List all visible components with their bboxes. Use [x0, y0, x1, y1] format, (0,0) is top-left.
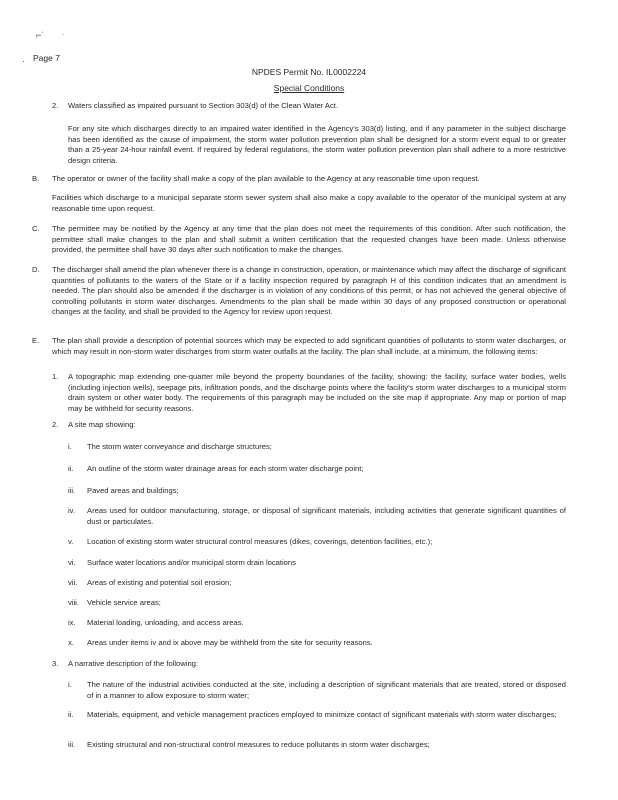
item-heading: Waters classified as impaired pursuant to Section 303(d) of the Clean Water Act.	[68, 101, 338, 110]
list-numeral: viii.	[68, 598, 79, 607]
item-letter: C.	[32, 224, 40, 233]
item-heading: A narrative description of the following:	[68, 659, 199, 668]
section-title: Special Conditions	[273, 83, 345, 93]
item-letter: D.	[32, 265, 40, 274]
paragraph: The permittee may be notified by the Agency at any time that the plan does not meet the requirements of this condition. After such notification, the permittee shall make changes to the plan and shall submit a written certification that the requested changes have been made. Unless otherwise provided, the permittee shall have 30 days after such notification to make the changes.	[52, 224, 566, 254]
item-number: 3.	[52, 659, 59, 668]
list-item: Areas under items iv and ix above may be withheld from the site for security reasons.	[87, 638, 373, 647]
item-number: 2.	[52, 420, 59, 429]
list-item: Areas used for outdoor manufacturing, storage, or disposal of significant materials, including activities that generate significant quantities of dust or particulates.	[87, 506, 566, 526]
list-item: Areas of existing and potential soil erosion;	[87, 578, 232, 587]
list-item: Paved areas and buildings;	[87, 486, 179, 495]
list-numeral: vii.	[68, 578, 78, 587]
list-item: An outline of the storm water drainage areas for each storm water discharge point;	[87, 464, 364, 473]
scan-mark: ˙	[62, 33, 65, 43]
list-item: Materials, equipment, and vehicle management practices employed to minimize contact of significant materials with storm water discharges;	[87, 710, 557, 719]
permit-title: NPDES Permit No. IL0002224	[251, 67, 367, 77]
list-item: Vehicle service areas;	[87, 598, 161, 607]
scan-mark: ·	[22, 56, 25, 66]
paragraph: The plan shall provide a description of potential sources which may be expected to add significant quantities of pollutants to storm water discharges, or which may result in non-storm water discharges from storm water outfalls at the facility. The plan shall include, at a minimum, the following items:	[52, 336, 566, 356]
paragraph: For any site which discharges directly to an impaired water identified in the Agency's 303(d) listing, and if any parameter in the subject discharge has been identified as the cause of impairment, the storm water pollution prevention plan shall be designed for a storm event equal to or greater than a 25-year 24-hour rainfall event. If required by federal regulations, the storm water pollution prevention plan shall adhere to a more restrictive design criteria.	[68, 124, 566, 165]
list-numeral: ix.	[68, 618, 76, 627]
list-item: Surface water locations and/or municipal storm drain locations	[87, 558, 296, 567]
list-item: The nature of the industrial activities conducted at the site, including a description of significant materials that are treated, stored or disposed of in a manner to allow exposure to storm water;	[87, 680, 566, 700]
list-item: Existing structural and non-structural control measures to reduce pollutants in storm water discharges;	[87, 740, 430, 749]
list-item: Material loading, unloading, and access areas.	[87, 618, 244, 627]
item-number: 2.	[52, 101, 59, 110]
item-letter: E.	[32, 336, 40, 345]
paragraph: A topographic map extending one-quarter mile beyond the property boundaries of the facility, showing: the facility, surface water bodies, wells (including injection wells), seepage pits, infiltration ponds, and the discharge points where the facility's storm water discharges to a municipal storm drain system or other water body. The requirements of this paragraph may be included on the site map if appropriate. Any map or portion of map may be withheld for security reasons.	[68, 372, 566, 413]
list-numeral: ii.	[68, 710, 74, 719]
list-numeral: v.	[68, 537, 74, 546]
list-numeral: iv.	[68, 506, 76, 515]
list-item: Location of existing storm water structural control measures (dikes, coverings, detention facilities, etc.);	[87, 537, 433, 546]
paragraph: The operator or owner of the facility shall make a copy of the plan available to the Agency at any reasonable time upon request.	[52, 174, 480, 183]
list-numeral: i.	[68, 680, 72, 689]
list-numeral: ii.	[68, 464, 74, 473]
list-item: The storm water conveyance and discharge structures;	[87, 442, 272, 451]
item-number: 1.	[52, 372, 59, 381]
list-numeral: x.	[68, 638, 74, 647]
item-letter: B.	[32, 174, 40, 183]
list-numeral: iii.	[68, 486, 76, 495]
scan-mark: ⌐ˈ	[36, 30, 45, 40]
paragraph: Facilities which discharge to a municipal separate storm sewer system shall also make a copy available to the operator of the municipal system at any reasonable time upon request.	[52, 193, 566, 213]
item-heading: A site map showing:	[68, 420, 136, 429]
list-numeral: i.	[68, 442, 72, 451]
paragraph: The discharger shall amend the plan whenever there is a change in construction, operation, or maintenance which may affect the discharge of significant quantities of pollutants to the waters of the State or if a facility inspection required by paragraph H of this condition indicates that an amendment is needed. The plan should also be amended if the discharger is in violation of any conditions of this permit, or has not achieved the general objective of controlling pollutants in storm water discharges. Amendments to the plan shall be made within 30 days of any proposed construction or operational changes at the facility, and shall be provided to the Agency for review upon request.	[52, 265, 566, 316]
list-numeral: vi.	[68, 558, 76, 567]
list-numeral: iii.	[68, 740, 76, 749]
page-number: Page 7	[33, 53, 60, 63]
